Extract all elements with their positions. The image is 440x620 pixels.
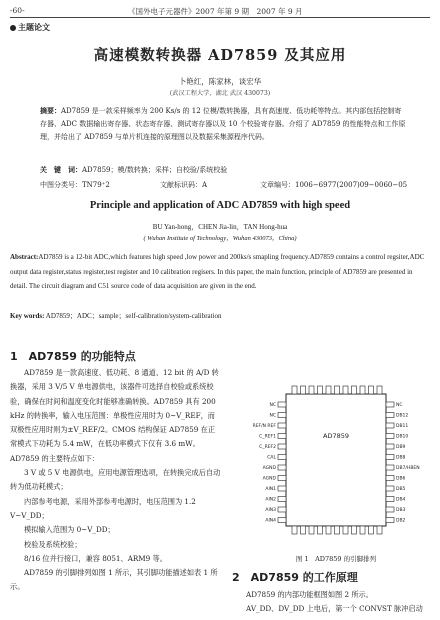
right-pin — [386, 497, 394, 502]
paragraph: 内部参考电源，采用外部参考电源时，电压范围为 1.2 V~V_DD； — [10, 496, 196, 520]
abstract-cn-text: AD7859 是一款采样频率为 200 Ks/s 的 12 位模/数转换器，具有高速度、低功耗等特点。其内部包括控制寄存器、ADC 数据输出寄存器、状态寄存器、测试寄存器以及 10 个校验寄存器。介绍了 AD7859 的性能特点和工作原理，并给出了 AD7859 与单片机连接的原理图以及数据采集源程序代码。 — [40, 107, 406, 141]
figure1-caption: 图 1 AD7859 的引脚排列 — [295, 555, 377, 563]
bullet-icon — [10, 25, 16, 31]
paragraph: AD7859 是一款高速度、低功耗、8 通道、12 bit 的 A/D 转换器，采用 3 V/5 V 单电源供电，该器件可选择自校验或系统校验，确保在时间和温度变化时能够准确转换。AD7859 具有 200 kHz 的转换率，输入电压范围：单极性应用时为 0~V_REF，而双极性应用时则为±V_REF/2。CMOS 结构保证 AD7859 在正常模式下功耗为 5.4 mW，在低功率模式下仅有 3.6 mW。AD7859 的主要特点如下： — [10, 368, 219, 463]
left-pin — [278, 402, 286, 407]
paragraph: 校验及系统校验； — [24, 539, 82, 549]
bottom-pin — [318, 526, 323, 534]
left-pin-label: AGND — [262, 466, 276, 471]
right-pin-label: DB8 — [396, 455, 406, 461]
right-pin — [386, 507, 394, 512]
right-pin — [386, 455, 394, 460]
affiliation-en: ( Wuhan Institute of Technology，Wuhan 430073，China) — [143, 235, 297, 242]
right-pin — [386, 423, 394, 428]
right-pin — [386, 434, 394, 439]
keywords-cn — [40, 165, 408, 175]
chip-body — [286, 394, 386, 526]
bottom-pin — [301, 526, 306, 534]
top-pin — [335, 386, 340, 394]
right-pin-label: NC — [396, 403, 403, 408]
keywords-cn-text: AD7859；模/数转换；采样；自校验/系统校验 — [82, 166, 228, 174]
bottom-pin-group — [292, 526, 382, 534]
top-pin — [343, 386, 348, 394]
section1-body — [10, 366, 222, 595]
keywords-cn-label: 关 键 词： — [40, 165, 82, 174]
right-pin-group — [386, 402, 420, 524]
right-pin-label: DB10 — [396, 434, 409, 440]
left-pin-label: AIN3 — [265, 508, 276, 513]
paragraph: 8/16 位并行接口，兼容 8051、ARM9 等。 — [24, 553, 167, 563]
abstract-cn-label: 摘要： — [40, 106, 61, 115]
bottom-pin — [326, 526, 331, 534]
left-pin-label: AGND — [262, 476, 276, 482]
keywords-en-text: AD7859；ADC；sample；self-calibration/system-calibration — [45, 312, 222, 320]
right-pin — [386, 413, 394, 418]
left-pin-label: C_REF1 — [259, 434, 276, 440]
left-pin-label: AIN1 — [265, 487, 276, 492]
left-pin — [278, 455, 286, 460]
right-pin — [386, 402, 394, 407]
paragraph: AV_DD、DV_DD 上电后，第一个 CONVST 脉冲启动 — [246, 604, 423, 614]
right-pin-label: DB9 — [396, 445, 406, 450]
top-pin — [360, 386, 365, 394]
paragraph: 3 V 或 5 V 电源供电，应用电源管理选项，在转换完成后自动转为低功耗模式； — [10, 468, 221, 492]
left-pin-label: AIN4 — [265, 518, 276, 524]
top-pin — [292, 386, 297, 394]
bottom-pin — [292, 526, 297, 534]
bottom-pin — [360, 526, 365, 534]
left-pin — [278, 465, 286, 470]
left-pin-label: CAL — [267, 455, 276, 461]
right-pin — [386, 444, 394, 449]
right-pin-label: DB5 — [396, 487, 406, 492]
header-rule — [10, 17, 430, 18]
right-pin — [386, 465, 394, 470]
bottom-pin — [309, 526, 314, 534]
left-pin-label: NC — [269, 403, 276, 408]
section-label — [10, 22, 50, 33]
bottom-pin — [335, 526, 340, 534]
authors-cn: 卜艳红，陈家林，谈宏华 — [178, 77, 262, 86]
right-pin-label: DB6 — [396, 476, 406, 482]
chip-label: AD7859 — [323, 432, 349, 440]
right-pin-label: DB7/HBEN — [396, 466, 420, 471]
title-en: Principle and application of ADC AD7859 with high speed — [89, 200, 351, 211]
right-pin-label: DB2 — [396, 518, 406, 524]
abstract-cn — [40, 104, 408, 144]
keywords-en-label: Key words: — [10, 312, 45, 320]
section2-heading: 2 AD7859 的工作原理 — [232, 571, 358, 584]
paragraph: AD7859 的内部功能框图如图 2 所示。 — [246, 590, 373, 599]
section-label-text: 主题论文 — [18, 23, 50, 32]
abstract-en — [10, 250, 430, 294]
left-pin — [278, 423, 286, 428]
left-pin — [278, 444, 286, 449]
article-number: 文章编号：1006−6977(2007)09−0060−05 — [260, 181, 408, 189]
left-pin-label: C_REF2 — [259, 445, 276, 450]
keywords-en — [10, 311, 430, 321]
top-pin — [318, 386, 323, 394]
bottom-pin — [343, 526, 348, 534]
top-pin — [301, 386, 306, 394]
left-pin-group — [253, 402, 286, 524]
bottom-pin — [377, 526, 382, 534]
section1-heading: 1 AD7859 的功能特点 — [10, 350, 136, 363]
left-pin — [278, 507, 286, 512]
top-pin — [309, 386, 314, 394]
right-pin — [386, 476, 394, 481]
left-pin — [278, 434, 286, 439]
right-pin — [386, 486, 394, 491]
document-code: 文献标识码：A — [160, 181, 208, 189]
bottom-pin — [369, 526, 374, 534]
section2-body — [232, 588, 432, 617]
chip-pinout-figure — [240, 380, 432, 552]
top-pin — [326, 386, 331, 394]
right-pin-label: DB12 — [396, 413, 409, 419]
left-pin-label: NC — [269, 413, 276, 419]
paragraph: AD7859 的引脚排列如图 1 所示，其引脚功能描述如表 1 所示。 — [10, 568, 218, 592]
right-pin-label: DB11 — [396, 424, 409, 429]
left-pin-label: AIN2 — [265, 497, 276, 503]
page-number: -60- — [10, 6, 25, 15]
affiliation-cn: (武汉工程大学，湖北 武汉 430073) — [169, 90, 271, 97]
bottom-pin — [352, 526, 357, 534]
top-pin — [369, 386, 374, 394]
left-pin — [278, 413, 286, 418]
journal-info: 《国外电子元器件》2007 年第 9 期 2007 年 9 月 — [128, 7, 303, 16]
abstract-en-label: Abstract: — [10, 253, 39, 261]
top-pin — [377, 386, 382, 394]
left-pin — [278, 518, 286, 523]
top-pin — [352, 386, 357, 394]
clc-number: 中图分类号：TN79⁺2 — [40, 181, 110, 189]
left-pin — [278, 497, 286, 502]
right-pin — [386, 518, 394, 523]
paragraph: 模拟输入范围为 0~V_DD； — [24, 525, 115, 535]
right-pin-label: DB4 — [396, 497, 406, 503]
top-pin-group — [292, 386, 382, 394]
right-pin-label: DB3 — [396, 508, 406, 513]
left-pin — [278, 476, 286, 481]
abstract-en-text: AD7859 is a 12-bit ADC,which features high speed ,low power and 200ks/s smapling frequency.AD7859 contains a control regsiter,ADC output data register,status register,test register and 10 calibration regisers. In this paper, the main function, principle of AD7859 are presented in detail. The circuit diagram and C51 source code of data acquisition are given in the end. — [10, 253, 425, 290]
left-pin-label: REF/N REF — [252, 424, 276, 429]
left-pin — [278, 486, 286, 491]
title-cn: 高速模数转换器 AD7859 及其应用 — [93, 47, 347, 64]
authors-en: BU Yan-hong，CHEN Jia-lin，TAN Hong-hua — [152, 223, 288, 231]
